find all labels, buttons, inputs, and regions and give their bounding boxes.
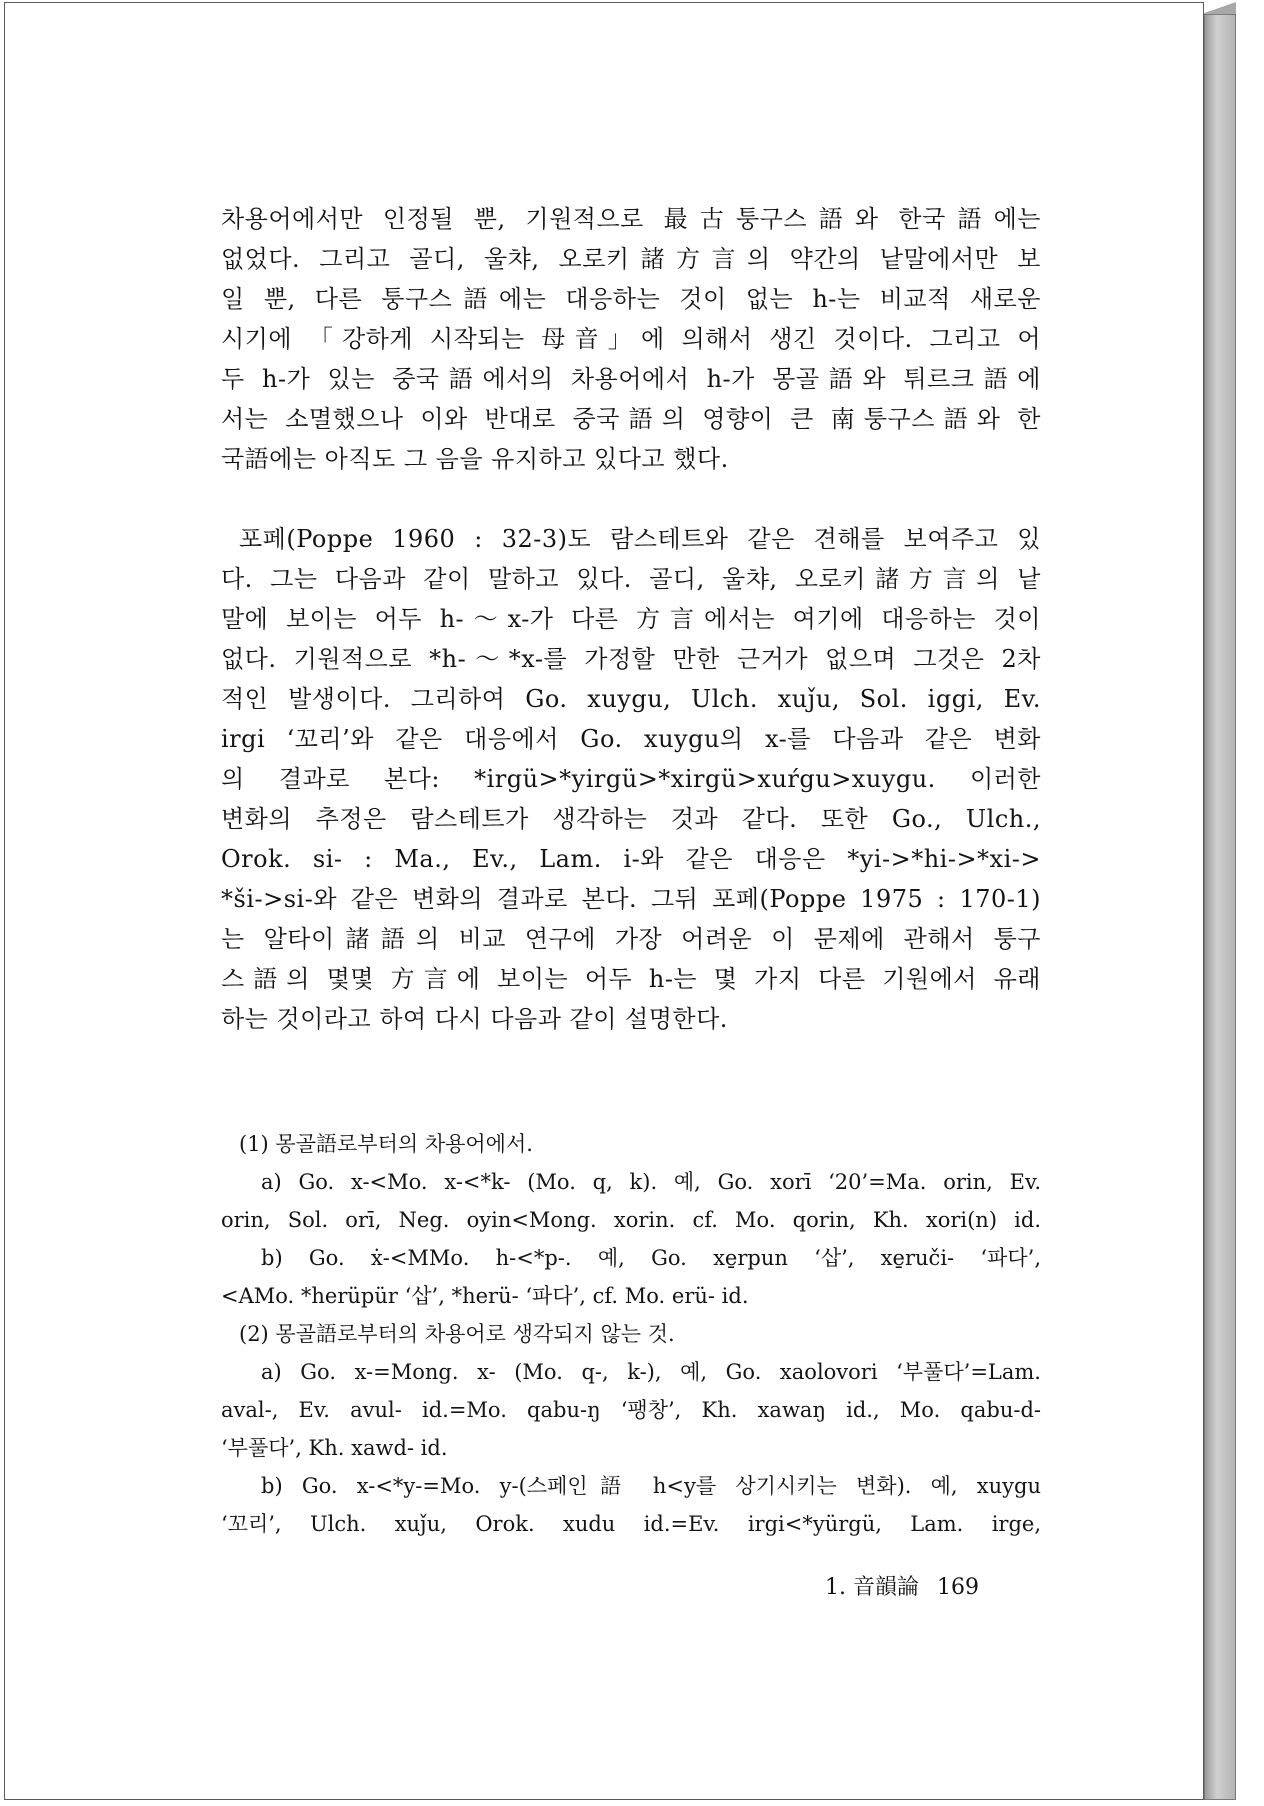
text-line: 차용어에서만 인정될 뿐, 기원적으로 最古퉁구스語와 한국語에는	[221, 205, 1041, 233]
text-line: Orok. si- : Ma., Ev., Lam. i-와 같은 대응은 *yi->*hi->*xi->	[221, 845, 1041, 873]
example-line: aval-, Ev. avul- id.=Mo. qabu-ŋ ‘팽창’, Kh. xawaŋ id., Mo. qabu-d-	[221, 1398, 1041, 1422]
text-line: 일 뿐, 다른 퉁구스語에는 대응하는 것이 없는 h-는 비교적 새로운	[221, 285, 1041, 313]
text-line: 국語에는 아직도 그 음을 유지하고 있다고 했다.	[221, 445, 729, 473]
text-line: 없었다. 그리고 골디, 울챠, 오로키諸方言의 약간의 낱말에서만 보	[221, 245, 1041, 273]
text-line: 서는 소멸했으나 이와 반대로 중국語의 영향이 큰 南퉁구스語와 한	[221, 405, 1041, 433]
text-line: irgi ‘꼬리’와 같은 대응에서 Go. xuygu의 x-를 다음과 같은 변화	[221, 725, 1041, 753]
page-number: 169	[936, 1575, 979, 1600]
text-line: 말에 보이는 어두 h-～x-가 다른 方言에서는 여기에 대응하는 것이	[221, 605, 1041, 633]
book-spine-edge	[1204, 14, 1236, 1800]
example-line: <AMo. *herüpür ‘삽’, *herü- ‘파다’, cf. Mo. erü- id.	[221, 1284, 749, 1308]
example-line: a) Go. x-<Mo. x-<*k- (Mo. q, k). 예, Go. xorī ‘20’=Ma. orin, Ev.	[261, 1170, 1041, 1194]
text-line: 두 h-가 있는 중국語에서의 차용어에서 h-가 몽골語와 튀르크語에	[221, 365, 1041, 393]
text-line: 변화의 추정은 람스테트가 생각하는 것과 같다. 또한 Go., Ulch.,	[221, 805, 1041, 833]
page-footer	[825, 1571, 1025, 1605]
text-line: *ši->si-와 같은 변화의 결과로 본다. 그뒤 포페(Poppe 1975 : 170-1)	[221, 885, 1041, 913]
example-line: ‘꼬리’, Ulch. xuǰu, Orok. xudu id.=Ev. irgi<*yürgü, Lam. irge,	[221, 1512, 1041, 1536]
example-line: b) Go. x-<*y-=Mo. y-(스페인語 h<y를 상기시키는 변화). 예, xuygu	[261, 1474, 1041, 1498]
text-line: 포페(Poppe 1960 : 32-3)도 람스테트와 같은 견해를 보여주고 있	[239, 525, 1041, 553]
example-line: a) Go. x-=Mong. x- (Mo. q-, k-), 예, Go. xaolovori ‘부풀다’=Lam.	[261, 1360, 1041, 1384]
book-page	[4, 2, 1204, 1800]
text-line: 시기에 「강하게 시작되는 母音」에 의해서 생긴 것이다. 그리고 어	[221, 325, 1041, 353]
example-line: b) Go. ẋ-<MMo. h-<*p-. 예, Go. xe̱rpun ‘삽’, xe̱ruči- ‘파다’,	[261, 1246, 1041, 1270]
text-line: 적인 발생이다. 그리하여 Go. xuygu, Ulch. xuǰu, Sol. iggi, Ev.	[221, 685, 1041, 713]
text-line: 다. 그는 다음과 같이 말하고 있다. 골디, 울챠, 오로키諸方言의 낱	[221, 565, 1041, 593]
section-title: 1. 音韻論	[825, 1575, 919, 1600]
example-line: orin, Sol. orī, Neg. oyin<Mong. xorin. cf. Mo. qorin, Kh. xori(n) id.	[221, 1208, 1041, 1232]
text-line: 는 알타이諸語의 비교 연구에 가장 어려운 이 문제에 관해서 퉁구	[221, 925, 1041, 953]
text-line: 없다. 기원적으로 *h-～*x-를 가정할 만한 근거가 없으며 그것은 2차	[221, 645, 1041, 673]
text-line: 스語의 몇몇 方言에 보이는 어두 h-는 몇 가지 다른 기원에서 유래	[221, 965, 1041, 993]
text-line: 의 결과로 본다: *irgü>*yirgü>*xirgü>xuŕgu>xuygu. 이러한	[221, 765, 1041, 793]
example-line: ‘부풀다’, Kh. xawd- id.	[221, 1436, 448, 1460]
text-line: 하는 것이라고 하여 다시 다음과 같이 설명한다.	[221, 1005, 728, 1033]
example-heading: (2) 몽골語로부터의 차용어로 생각되지 않는 것.	[239, 1322, 675, 1346]
example-heading: (1) 몽골語로부터의 차용어에서.	[239, 1132, 533, 1156]
